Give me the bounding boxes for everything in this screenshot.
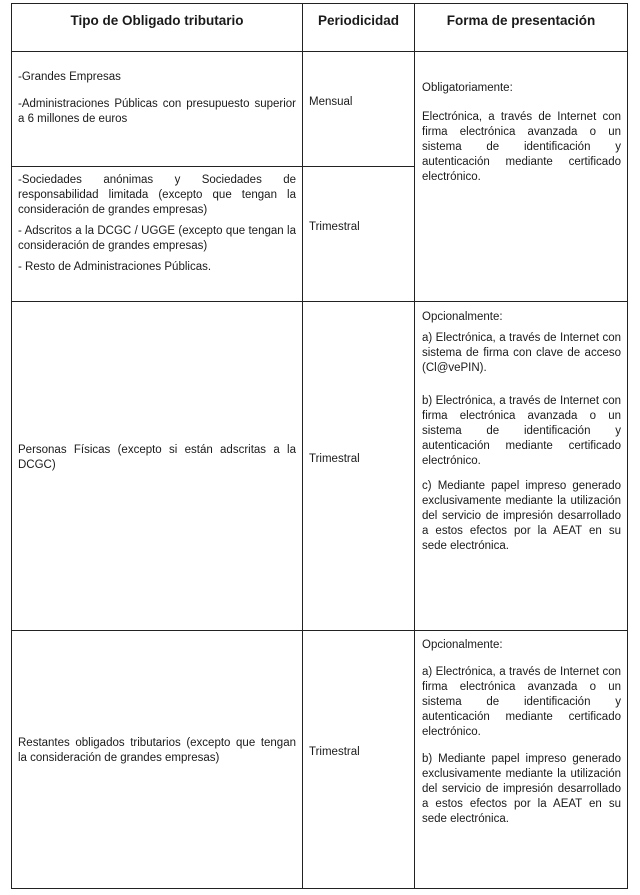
header-periodicidad: Periodicidad	[317, 13, 400, 28]
table-border-bottom	[11, 888, 628, 889]
row2-periodicidad: Trimestral	[309, 221, 360, 233]
row2-tipo-line: -Sociedades anónimas y Sociedades de responsabilidad limitada (excepto que tengan la consideración de grandes empresas)	[18, 174, 296, 216]
forma-row4-cell	[422, 638, 621, 834]
row1-periodicidad: Mensual	[309, 96, 353, 108]
header-forma: Forma de presentación	[446, 13, 596, 28]
column-divider	[302, 3, 303, 889]
row3-periodicidad: Trimestral	[309, 453, 360, 465]
row2-tipo-cell	[18, 173, 296, 282]
column-divider	[414, 3, 415, 889]
row1-tipo-line: -Administraciones Públicas con presupuesto superior a 6 millones de euros	[18, 98, 296, 125]
row4-tipo-cell	[18, 736, 296, 773]
forma-row3-item: c) Mediante papel impreso generado exclusivamente mediante la utilización del servicio de impresión desarrollado a estos efectos por la AEAT en su sede electrónica.	[422, 480, 621, 552]
forma-row3-cell	[422, 310, 621, 561]
row3-tipo-cell	[18, 443, 296, 480]
row-divider	[11, 301, 628, 302]
row4-periodicidad: Trimestral	[309, 746, 360, 758]
header-divider	[11, 51, 628, 52]
row4-tipo-line: Restantes obligados tributarios (excepto que tengan la consideración de grandes empresas)	[18, 737, 296, 764]
row-divider	[11, 166, 414, 167]
forma-row4-item: b) Mediante papel impreso generado exclusivamente mediante la utilización del servicio de impresión desarrollado a estos efectos por la AEAT en su sede electrónica.	[422, 753, 621, 825]
forma-row3-heading: Opcionalmente:	[422, 311, 503, 323]
header-tipo: Tipo de Obligado tributario	[70, 13, 244, 28]
forma-group1-item: Electrónica, a través de Internet con firma electrónica avanzada o un sistema de identificación y autenticación mediante certificado electrónico.	[422, 111, 621, 183]
forma-group1-heading: Obligatoriamente:	[422, 82, 513, 94]
header-periodicidad-cell	[303, 4, 414, 38]
forma-row3-item: a) Electrónica, a través de Internet con sistema de firma con clave de acceso (Cl@vePIN).	[422, 332, 621, 374]
row3-tipo-line: Personas Físicas (excepto si están adscritas a la DCGC)	[18, 444, 296, 471]
row2-tipo-line: - Adscritos a la DCGC / UGGE (excepto que tengan la consideración de grandes empresas)	[18, 225, 296, 252]
forma-row3-item: b) Electrónica, a través de Internet con firma electrónica avanzada o un sistema de identificación y autenticación mediante certificado electrónico.	[422, 395, 621, 467]
forma-group1-cell	[422, 81, 621, 192]
row2-tipo-line: - Resto de Administraciones Públicas.	[18, 261, 212, 273]
header-tipo-cell	[12, 4, 302, 38]
header-forma-cell	[415, 4, 627, 38]
table-border-left	[11, 3, 12, 889]
forma-row4-heading: Opcionalmente:	[422, 639, 503, 651]
row1-tipo-line: -Grandes Empresas	[18, 71, 121, 83]
row-divider	[11, 630, 628, 631]
row1-tipo-cell	[18, 70, 296, 134]
table-border-right	[627, 3, 628, 889]
forma-row4-item: a) Electrónica, a través de Internet con firma electrónica avanzada o un sistema de identificación y autenticación mediante certificado electrónico.	[422, 666, 621, 738]
